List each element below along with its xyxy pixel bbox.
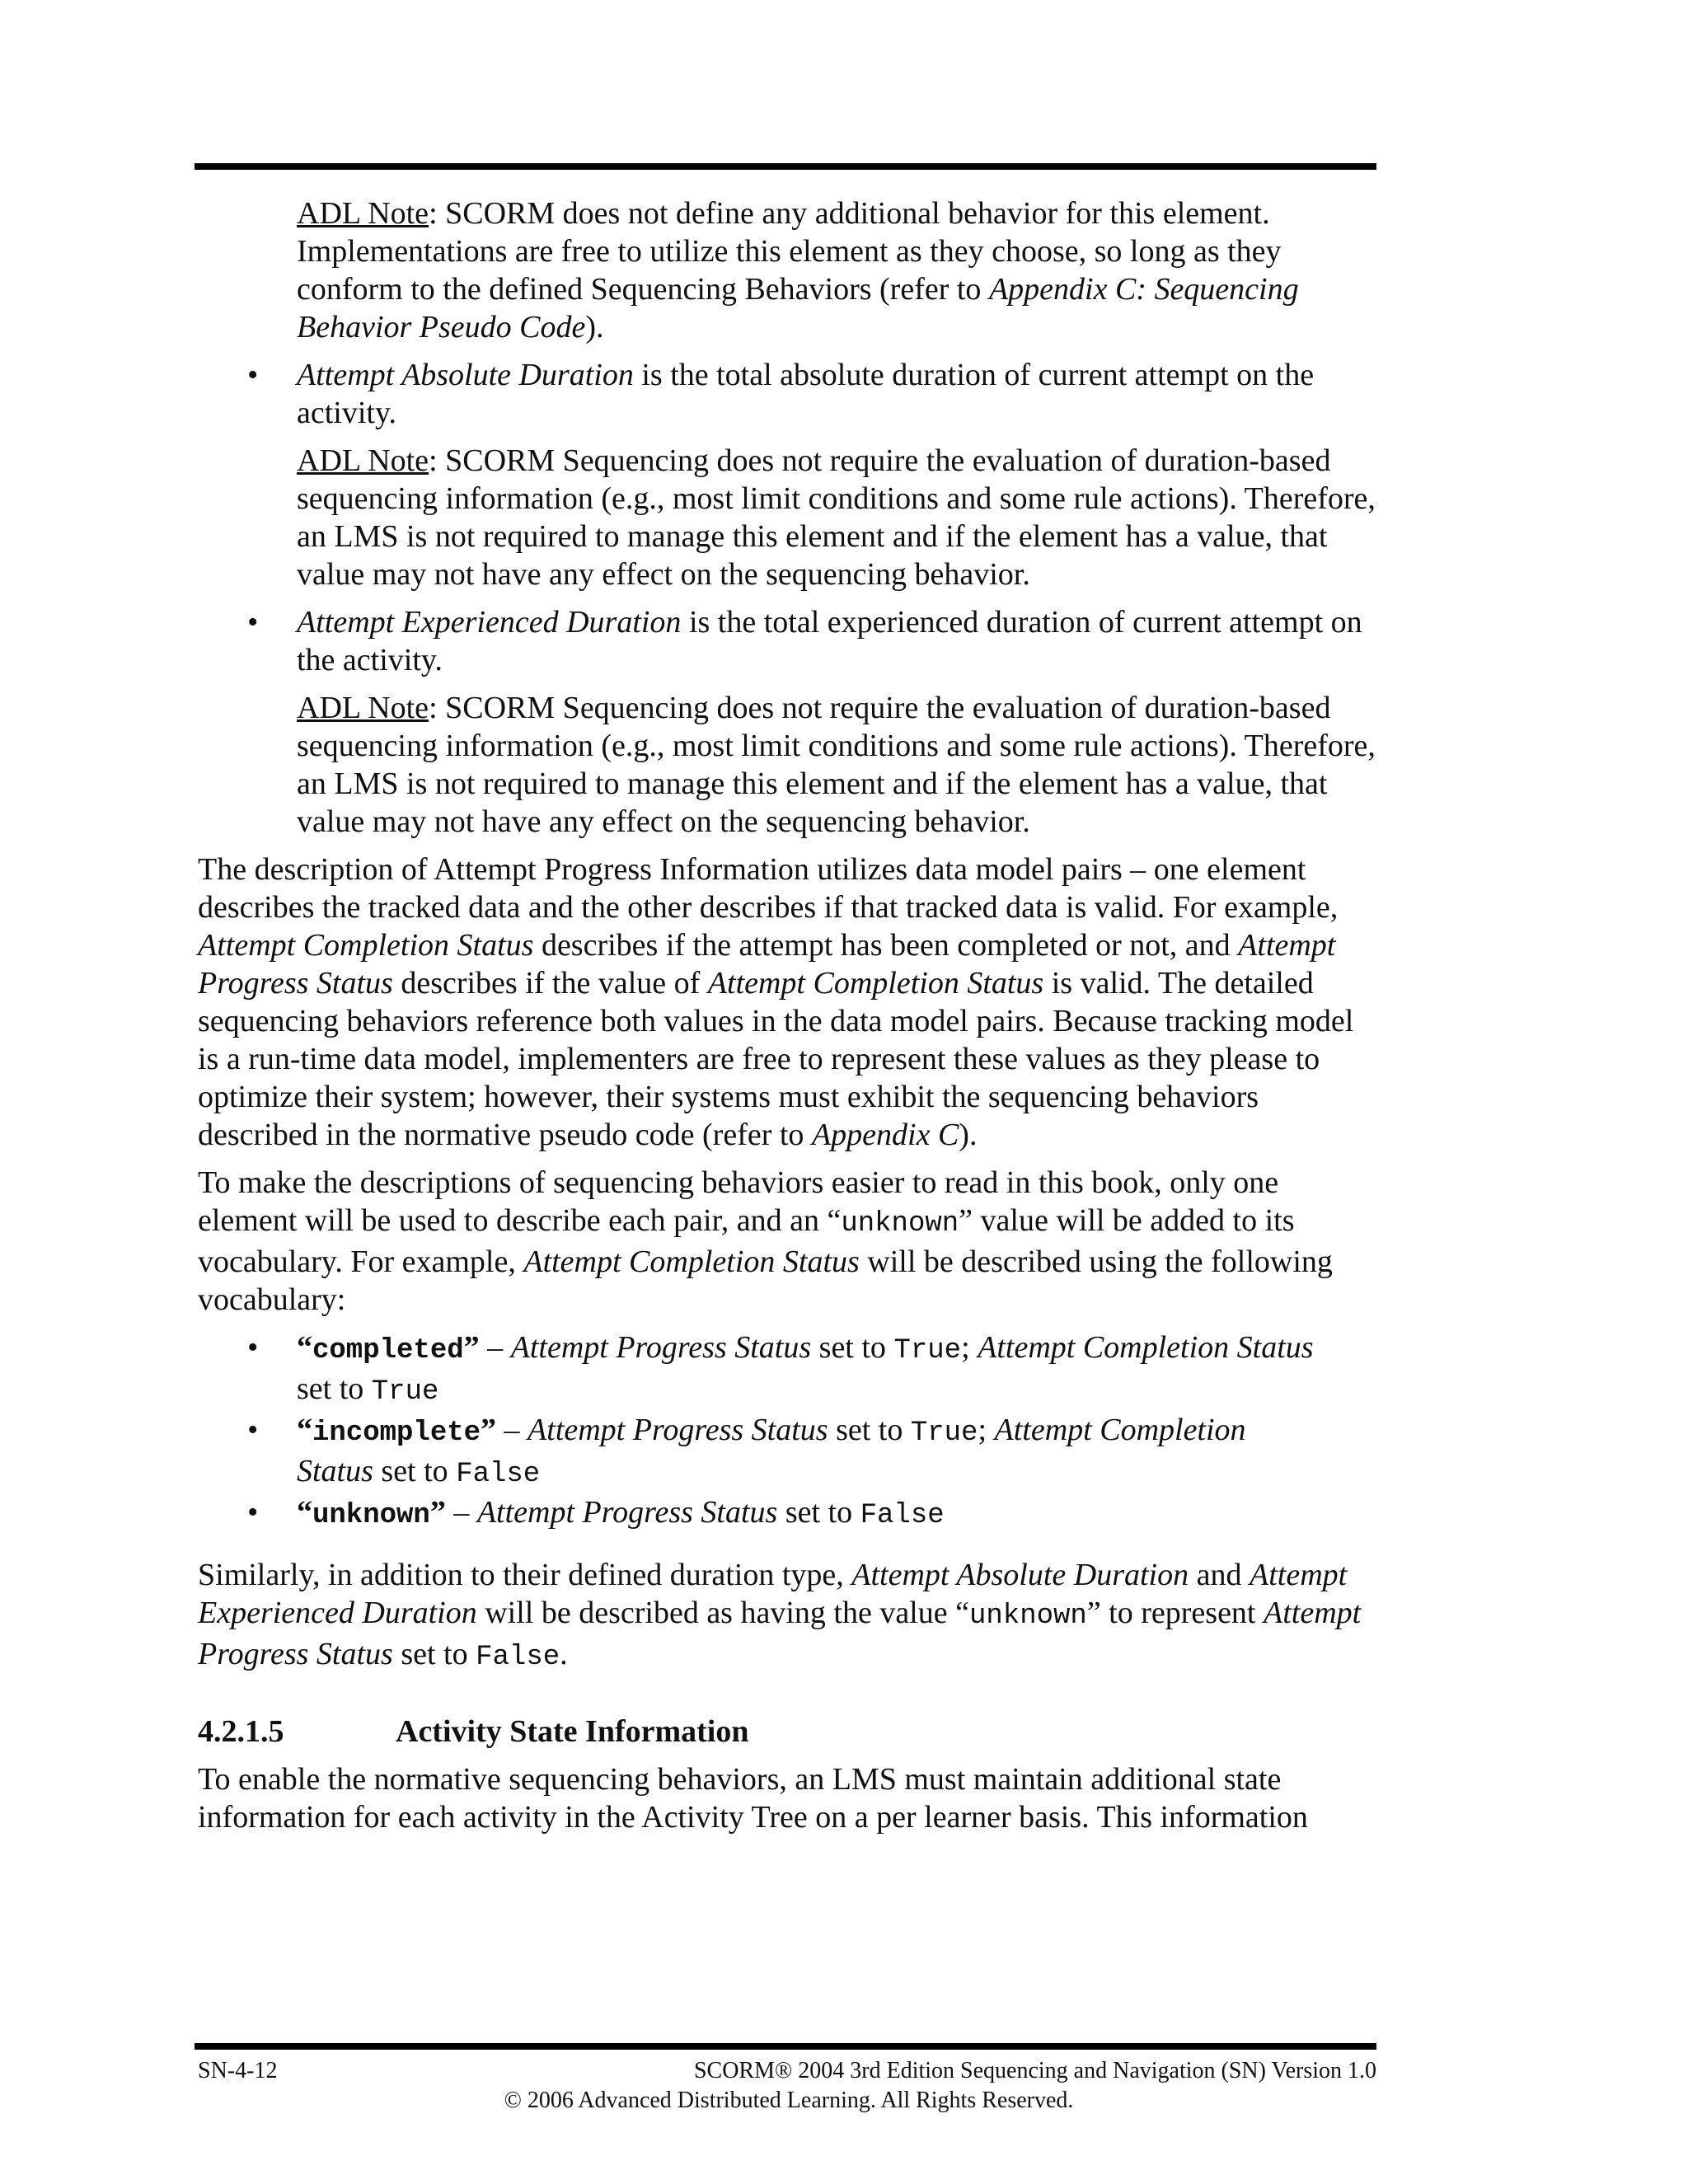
adl-note-3: ADL Note: SCORM Sequencing does not require the evaluation of duration-based sequencing information (e.g., most limit conditions and some rule actions). Therefore, an LMS is not required to manage this element and if the element has a value, that value may not have any effect on the sequencing behavior. (297, 691, 1376, 839)
adl-note-label: ADL Note (297, 443, 429, 478)
bullet-symbol: • (247, 358, 259, 392)
section-heading (198, 1713, 1380, 1750)
bullet-experienced-duration: • Attempt Experienced Duration is the total experienced duration of current attempt on the activity. (247, 605, 1362, 677)
paragraph-data-model-pairs: The description of Attempt Progress Information utilizes data model pairs – one element describes the tracked data and the other describes if that tracked data is valid. For example, Attempt Completion Status describes if the attempt has been completed or not, and Attempt Progress Status describes if the value of Attempt Completion Status is valid. The detailed sequencing behaviors reference both values in the data model pairs. Because tracking model is a run-time data model, implementers are free to represent these values as they please to optimize their system; however, their systems must exhibit the sequencing behaviors described in the normative pseudo code (refer to Appendix C). (198, 852, 1354, 1152)
footer-doc-title: SCORM® 2004 3rd Edition Sequencing and Navigation (SN) Version 1.0 (693, 2058, 1376, 2083)
top-rule (195, 163, 1376, 170)
page-content (198, 194, 1380, 1836)
section-paragraph: To enable the normative sequencing behaviors, an LMS must maintain additional state information for each activity in the Activity Tree on a per learner basis. This information (198, 1762, 1308, 1835)
vocab-item-incomplete: • “incomplete” – Attempt Progress Status set to True; Attempt Completion Status set to False (247, 1413, 1246, 1490)
vocab-item-completed: • “completed” – Attempt Progress Status set to True; Attempt Completion Status set to True (247, 1330, 1314, 1408)
paragraph-duration-unknown: Similarly, in addition to their defined duration type, Attempt Absolute Duration and Attempt Experienced Duration will be described as having the value “unknown” to represent Attempt Progress Status set to False. (198, 1558, 1362, 1673)
bullet-symbol: • (247, 1495, 259, 1530)
bullet-symbol: • (247, 1330, 259, 1365)
bullet-symbol: • (247, 1413, 259, 1447)
adl-note-label: ADL Note (297, 196, 429, 231)
adl-note-1: ADL Note: SCORM does not define any additional behavior for this element. Implementations are free to utilize this element as they choose, so long as they conform to the defined Sequencing Behaviors (refer to Appendix C: Sequencing Behavior Pseudo Code). (297, 196, 1299, 344)
section-number: 4.2.1.5 (198, 1714, 284, 1749)
footer-copyright: © 2006 Advanced Distributed Learning. All Rights Reserved. (504, 2088, 1074, 2113)
paragraph-vocabulary-intro: To make the descriptions of sequencing behaviors easier to read in this book, only one element will be used to describe each pair, and an “unknown” value will be added to its vocabulary. For example, Attempt Completion Status will be described using the following vocabulary: (198, 1165, 1333, 1317)
bullet-absolute-duration: • Attempt Absolute Duration is the total absolute duration of current attempt on the activity. (247, 358, 1315, 430)
adl-note-label: ADL Note (297, 691, 429, 725)
bottom-rule (195, 2043, 1376, 2050)
bullet-symbol: • (247, 605, 259, 640)
section-title: Activity State Information (396, 1714, 749, 1749)
vocab-item-unknown: • “unknown” – Attempt Progress Status set to False (247, 1495, 945, 1531)
footer-page-number: SN-4-12 (198, 2058, 278, 2083)
adl-note-2: ADL Note: SCORM Sequencing does not require the evaluation of duration-based sequencing information (e.g., most limit conditions and some rule actions). Therefore, an LMS is not required to manage this element and if the element has a value, that value may not have any effect on the sequencing behavior. (297, 443, 1376, 592)
